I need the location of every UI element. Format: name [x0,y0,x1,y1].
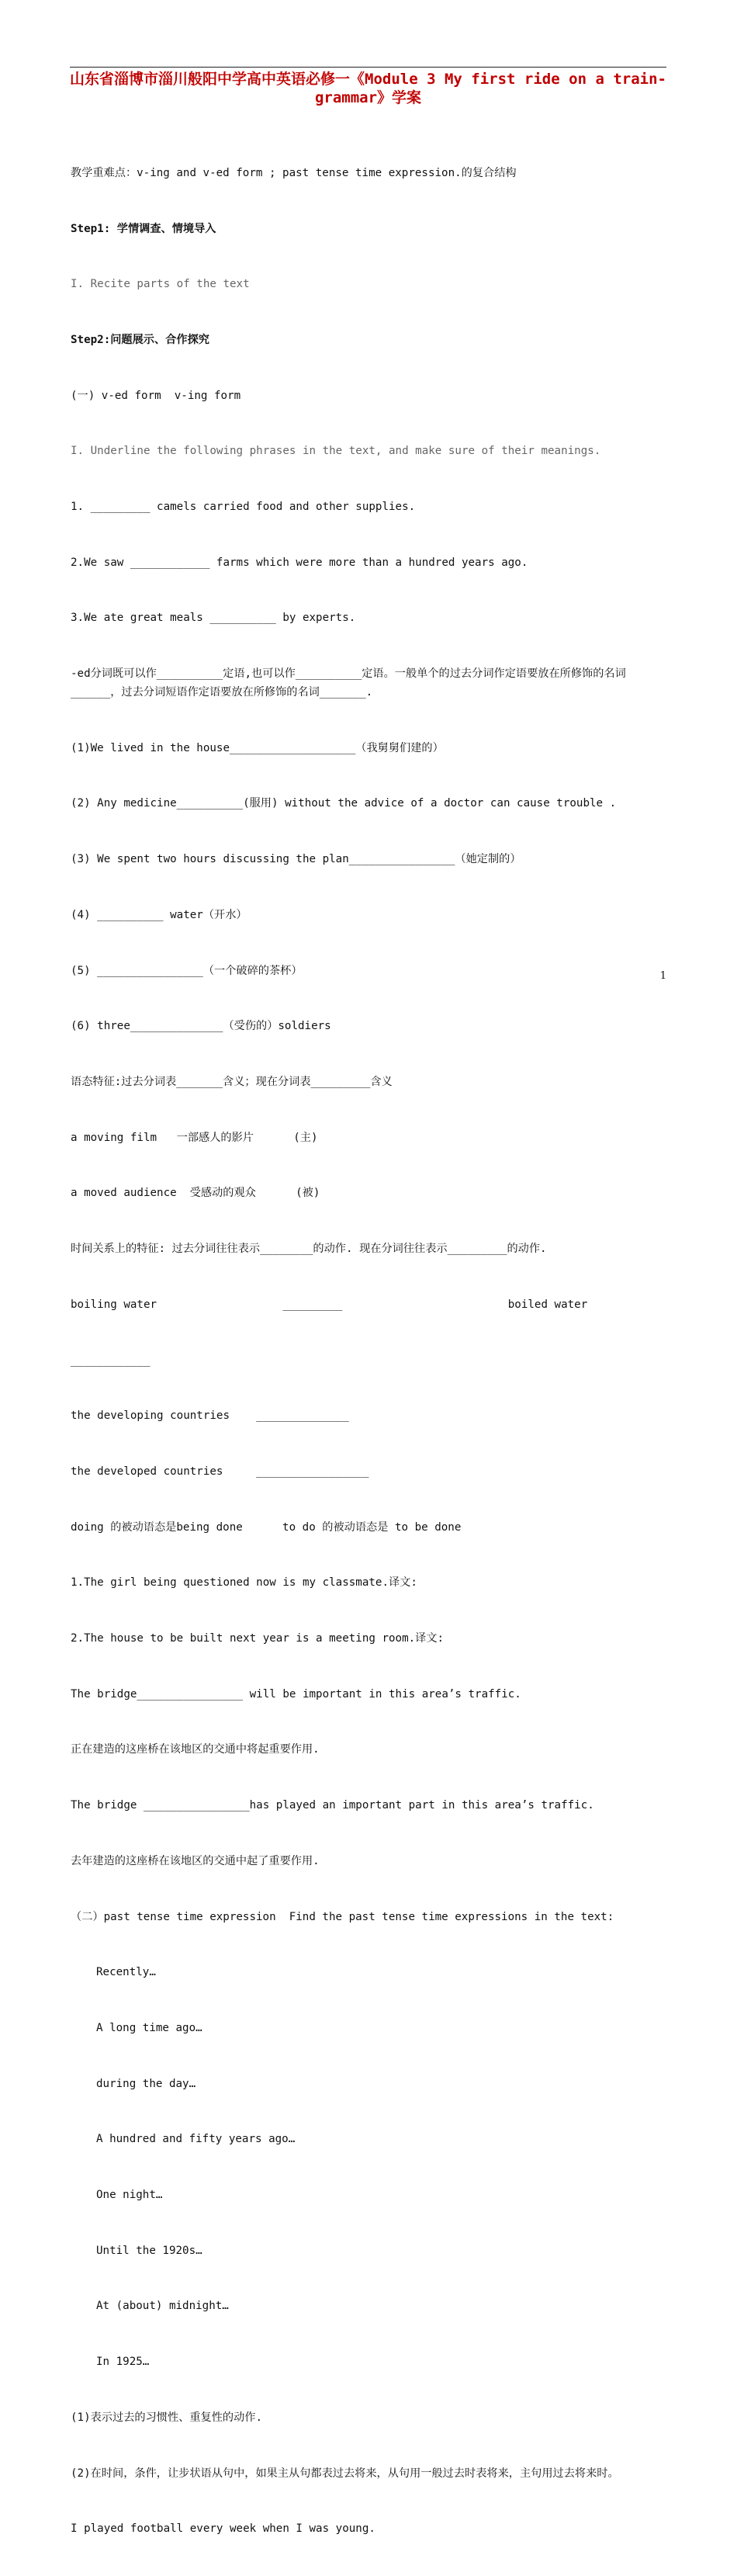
text-line: 时间关系上的特征: 过去分词往往表示________的动作. 现在分词往往表示_________的动作. [71,1243,547,1256]
text-line: I. Recite parts of the text [71,278,250,291]
text-line: (2) Any medicine__________(服用) without the advice of a doctor can cause trouble . [71,797,617,810]
text-line: 1.The girl being questioned now is my classmate.译文: [71,1576,417,1590]
text-line: the developing countries ______________ [71,1409,349,1423]
document-title: 山东省淄博市淄川般阳中学高中英语必修一《Module 3 My first ride on a train-grammar》学案 [70,71,666,106]
text-line: （二）past tense time expression Find the past tense time expressions in the text: [71,1910,614,1923]
text-line: 2.The house to be built next year is a meeting room.译文: [71,1632,445,1645]
text-line: -ed分词既可以作__________定语,也可以作__________定语。一般单个的过去分词作定语要放在所修饰的名词______，过去分词短语作定语要放在所修饰的名词_______. [71,667,626,699]
text-line: Step2:问题展示、合作探究 [71,333,209,346]
text-line: One night… [96,2189,163,2202]
text-line: At (about) midnight… [96,2300,229,2313]
text-line: (1)We lived in the house___________________（我舅舅们建的） [71,741,444,754]
text-line: A long time ago… [96,2021,202,2034]
text-line: Recently… [96,1966,156,1979]
text-line: 1. _________ camels carried food and other supplies. [71,501,416,514]
header-rule [70,67,666,68]
text-line: 去年建造的这座桥在该地区的交通中起了重要作用. [71,1854,320,1867]
text-line: a moved audience 受感动的观众 (被) [71,1187,320,1200]
text-line: (4) __________ water（开水） [71,908,247,921]
text-line: ____________ [71,1354,151,1367]
text-line: (5) ________________（一个破碎的茶杯） [71,964,303,977]
text-line: (6) three______________（受伤的）soldiers [71,1020,331,1033]
text-line: boiling water _________ boiled water [71,1298,588,1311]
text-line: Step1: 学情调查、情境导入 [71,222,216,235]
text-line: In 1925… [96,2356,150,2369]
text-line: Until the 1920s… [96,2244,202,2257]
text-line: a moving film 一部感人的影片 (主) [71,1131,318,1144]
text-line: 2.We saw ____________ farms which were more than a hundred years ago. [71,556,528,569]
text-line: (一) v-ed form v-ing form [71,389,241,402]
text-line: during the day… [96,2077,196,2090]
text-line: 教学重难点：v-ing and v-ed form ; past tense time expression.的复合结构 [71,166,517,179]
text-line: (3) We spent two hours discussing the plan________________（她定制的） [71,853,521,866]
text-line: doing 的被动语态是being done to do 的被动语态是 to be done [71,1520,462,1534]
text-line: A hundred and fifty years ago… [96,2133,296,2146]
text-line: The bridge________________ will be important in this area’s traffic. [71,1687,521,1701]
text-line: The bridge ________________has played an important part in this area’s traffic. [71,1799,594,1812]
text-line: (2)在时间，条件，让步状语从句中，如果主从句都表过去将来，从句用一般过去时表将来，主句用过去将来时。 [71,2467,619,2480]
text-line: (1)表示过去的习惯性、重复性的动作. [71,2411,262,2424]
text-line: 语态特征:过去分词表_______含义；现在分词表_________含义 [71,1075,393,1088]
text-line: I played football every week when I was young. [71,2522,375,2536]
text-line: 3.We ate great meals __________ by experts. [71,612,356,625]
text-line: 正在建造的这座桥在该地区的交通中将起重要作用. [71,1743,320,1756]
text-line: the developed countries _________________ [71,1465,369,1478]
document-body [71,127,670,2576]
text-line: I. Underline the following phrases in the text, and make sure of their meanings. [71,445,601,458]
page-number: 1 [659,970,666,982]
